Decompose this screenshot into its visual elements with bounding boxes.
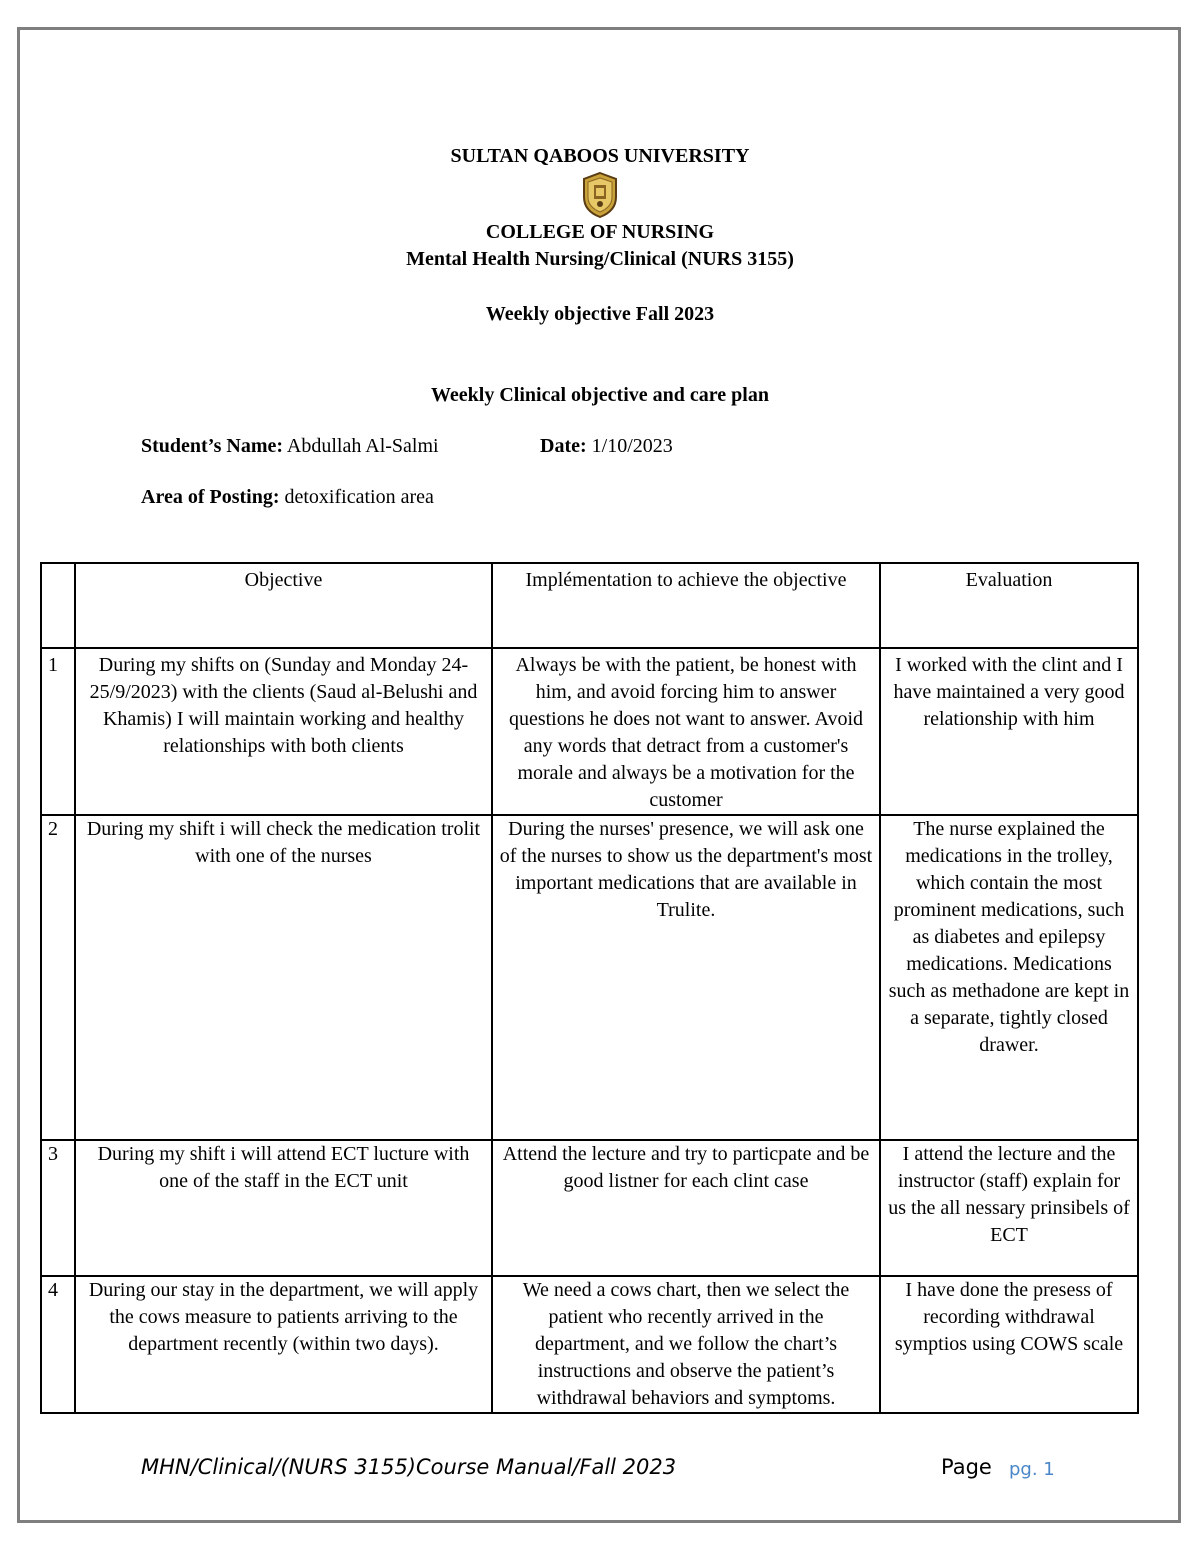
evaluation-cell: I attend the lecture and the instructor (staff) explain for us the all nessary prinsibels of ECT	[880, 1140, 1138, 1276]
table-row	[41, 1276, 1138, 1413]
header-implementation: Implémentation to achieve the objective	[492, 563, 880, 648]
evaluation-cell: The nurse explained the medications in the trolley, which contain the most prominent medications, such as diabetes and epilepsy medications. Medications such as methadone are kept in a separate, tightly closed drawer.	[880, 815, 1138, 1140]
date-value: 1/10/2023	[586, 435, 673, 457]
table-row	[41, 815, 1138, 1140]
date-line	[540, 435, 673, 458]
footer-page-number: pg. 1	[1009, 1459, 1055, 1480]
implementation-cell: Always be with the patient, be honest with him, and avoid forcing him to answer questions he does not want to answer. Avoid any words that detract from a customer's morale and always be a motivation for the customer	[492, 648, 880, 815]
weekly-objective-title: Weekly objective Fall 2023	[485, 303, 715, 325]
footer-manual-title: MHN/Clinical/(NURS 3155)Course Manual/Fall 2023	[141, 1455, 677, 1479]
student-name-label: Student’s Name:	[141, 435, 284, 457]
row-number: 4	[41, 1276, 75, 1413]
evaluation-cell: I worked with the clint and I have maintained a very good relationship with him	[880, 648, 1138, 815]
university-name: SULTAN QABOOS UNIVERSITY	[450, 145, 750, 167]
area-of-posting-line	[141, 486, 434, 509]
implementation-cell: During the nurses' presence, we will ask one of the nurses to show us the department's most important medications that are available in Trulite.	[492, 815, 880, 1140]
student-name-line	[141, 435, 439, 458]
implementation-cell: Attend the lecture and try to particpate and be good listner for each clint case	[492, 1140, 880, 1276]
footer-page-label: Page	[941, 1455, 992, 1479]
row-number: 2	[41, 815, 75, 1140]
area-value: detoxification area	[279, 486, 434, 508]
student-name-value: Abdullah Al-Salmi	[283, 435, 439, 457]
college-name: COLLEGE OF NURSING	[485, 221, 715, 243]
row-number: 3	[41, 1140, 75, 1276]
implementation-cell: We need a cows chart, then we select the patient who recently arrived in the department, and we follow the chart’s instructions and observe the patient’s withdrawal behaviors and symptoms.	[492, 1276, 880, 1413]
objective-cell: During my shifts on (Sunday and Monday 24-25/9/2023) with the clients (Saud al-Belushi and Khamis) I will maintain working and healthy relationships with both clients	[75, 648, 492, 815]
objective-cell: During my shift i will check the medication trolit with one of the nurses	[75, 815, 492, 1140]
area-label: Area of Posting:	[141, 486, 280, 508]
header-number-cell	[41, 563, 75, 648]
table-row	[41, 1140, 1138, 1276]
header-evaluation: Evaluation	[880, 563, 1138, 648]
university-seal-icon	[580, 171, 620, 219]
course-title: Mental Health Nursing/Clinical (NURS 3155)	[406, 248, 794, 270]
objective-cell: During our stay in the department, we will apply the cows measure to patients arriving to the department recently (within two days).	[75, 1276, 492, 1413]
table-header-row	[41, 563, 1138, 648]
row-number: 1	[41, 648, 75, 815]
date-label: Date:	[540, 435, 587, 457]
evaluation-cell: I have done the presess of recording withdrawal symptios using COWS scale	[880, 1276, 1138, 1413]
header-objective: Objective	[75, 563, 492, 648]
table-row	[41, 648, 1138, 815]
care-plan-table	[40, 562, 1139, 1414]
care-plan-title: Weekly Clinical objective and care plan	[431, 384, 769, 406]
objective-cell: During my shift i will attend ECT lucture with one of the staff in the ECT unit	[75, 1140, 492, 1276]
